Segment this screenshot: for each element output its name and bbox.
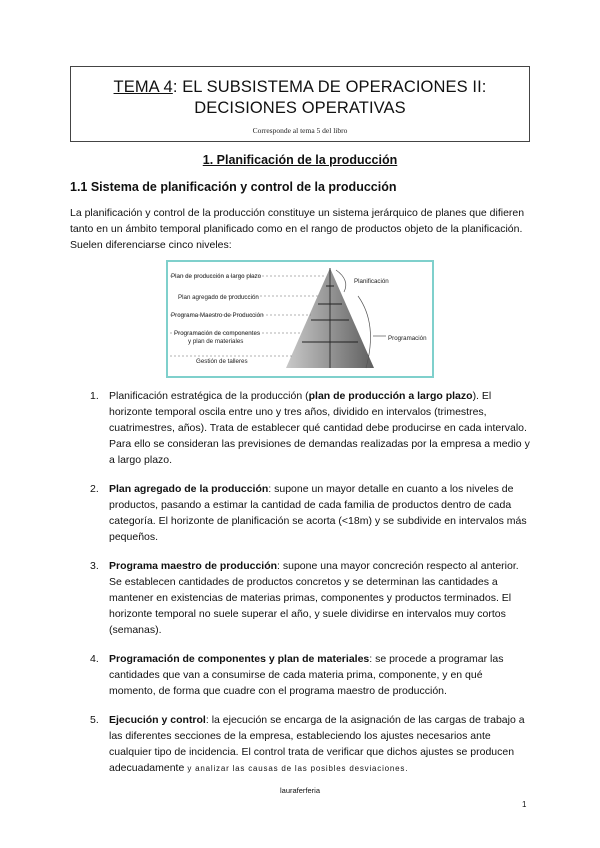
level-5-label: Gestión de talleres <box>196 358 248 365</box>
document-title <box>71 77 529 119</box>
programacion-label: Programación <box>388 335 427 342</box>
intro-paragraph: La planificación y control de la producción constituye un sistema jerárquico de planes que difieren tanto en un ámbito temporal planificado como en el rango de productos objeto de la planificación. Suelen diferenciarse cinco niveles: <box>70 207 525 251</box>
pyramid-figure <box>166 260 434 378</box>
level-3-label: Programa Maestro de Producción <box>171 312 264 319</box>
planning-levels-list <box>90 388 530 790</box>
level-1-label: Plan de producción a largo plazo <box>171 273 262 280</box>
list-item: 2. Plan agregado de la producción: supone un mayor detalle en cuanto a los niveles de productos, pasando a estimar la cantidad de cada familia de productos dentro de cada categoría. El horizonte de planificación se acorta (<18m) y se subdivide en intervalos más pequeños. <box>90 483 527 543</box>
list-item: 4. Programación de componentes y plan de materiales: se procede a programar las cantidades que van a consumirse de cada materia prima, componente, y en qué momento, de forma que cuadre con el programa maestro de producción. <box>90 653 504 697</box>
level-4-label: Programación de componentes <box>174 330 260 337</box>
section-title: 1. Planificación de la producción <box>202 153 398 167</box>
planificacion-label: Planificación <box>354 278 389 285</box>
subtitle: Corresponde al tema 5 del libro <box>252 126 348 135</box>
footer-author: lauraferferia <box>279 786 321 795</box>
list-item: 3. Programa maestro de producción: supone una mayor concreción respecto al anterior. Se establecen cantidades de productos concretos y se determinan las cantidades a mantener en existencias de materias primas, componentes y productos terminados. El horizonte temporal no suele superar el año, y suele dividirse en intervalos muy cortos (semanas). <box>90 560 519 636</box>
title-line2: DECISIONES OPERATIVAS <box>194 99 406 117</box>
title-separator: : <box>172 78 183 96</box>
pyramid-diagram <box>168 262 432 376</box>
level-4b-label: y plan de materiales <box>188 338 244 345</box>
title-prefix: TEMA 4 <box>113 78 173 96</box>
title-line1: EL SUBSISTEMA DE OPERACIONES II: <box>182 78 487 96</box>
title-box <box>70 66 530 142</box>
list-item: 5. Ejecución y control: la ejecución se encarga de la asignación de las cargas de trabajo a las diferentes secciones de la empresa, estableciendo los ajustes necesarios ante cualquier tipo de incidencia. El control trata de verificar que dichos ajustes se producen adecuadamente y analizar las causas de las posibles desviaciones. <box>90 714 525 774</box>
subsection-title: 1.1 Sistema de planificación y control de la producción <box>70 180 397 194</box>
level-2-label: Plan agregado de producción <box>178 294 259 301</box>
page-number: 1 <box>522 800 527 809</box>
list-item: 1. Planificación estratégica de la producción (plan de producción a largo plazo). El horizonte temporal oscila entre uno y tres años, dividido en intervalos (trimestres, cuatrimestres, años). Trata de establecer qué cantidad debe producirse en cada intervalo. Para ello se consideran las previsiones de demandas realizadas por la empresa a medio y a largo plazo. <box>90 390 530 466</box>
